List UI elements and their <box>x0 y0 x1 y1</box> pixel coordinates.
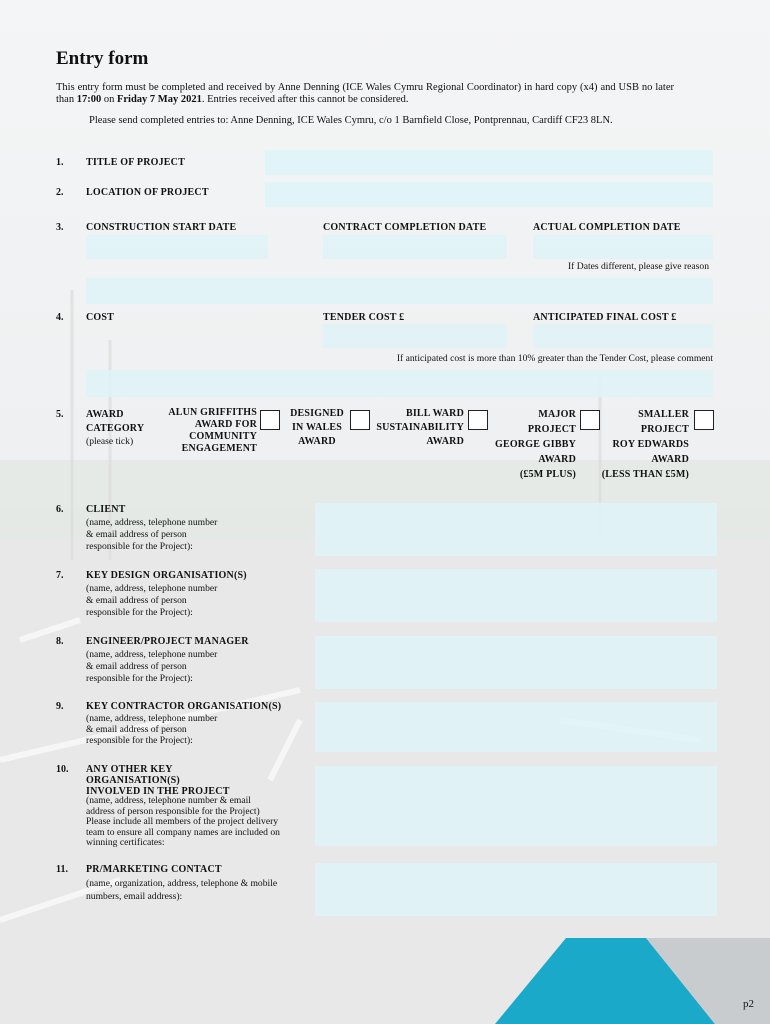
award-text-line: (£5M PLUS) <box>519 469 576 480</box>
construction-start-date-field[interactable] <box>86 235 268 259</box>
award-bill-ward <box>372 407 464 449</box>
award-text-line: SUSTAINABILITY <box>376 422 464 433</box>
q6-number: 6. <box>56 504 64 515</box>
award-text-line: DESIGNED <box>290 408 344 419</box>
q6-sub <box>86 517 217 553</box>
deadline-time: 17:00 <box>76 94 102 105</box>
q6-label: CLIENT <box>86 504 126 515</box>
tender-cost-field[interactable] <box>323 324 507 348</box>
award-text-line: ROY EDWARDS <box>612 439 689 450</box>
q2-number: 2. <box>56 187 64 198</box>
award-text-line: AWARD <box>651 454 689 465</box>
design-organisation-field[interactable] <box>315 569 717 622</box>
award-text-line: (LESS THAN £5M) <box>601 469 689 480</box>
sub-line: & email address of person <box>86 529 187 540</box>
q10-label <box>86 764 230 797</box>
q4-number: 4. <box>56 312 64 323</box>
q5-number: 5. <box>56 409 64 420</box>
award-text-line: PROJECT <box>527 424 576 435</box>
award-text-line: GEORGE GIBBY <box>494 439 576 450</box>
q1-number: 1. <box>56 157 64 168</box>
award-text-line: AWARD <box>538 454 576 465</box>
award-text-line: SMALLER <box>638 409 689 420</box>
alun-griffiths-checkbox[interactable] <box>260 410 280 430</box>
award-text-line: PROJECT <box>640 424 689 435</box>
tender-cost-label: TENDER COST £ <box>323 312 405 323</box>
sub-line: & email address of person <box>86 661 187 672</box>
award-text-line: AWARD <box>426 436 464 447</box>
award-smaller-project <box>596 407 689 482</box>
bill-ward-checkbox[interactable] <box>468 410 488 430</box>
q7-number: 7. <box>56 570 64 581</box>
contractor-organisation-field[interactable] <box>315 702 717 752</box>
dates-reason-note: If Dates different, please give reason <box>567 261 709 272</box>
award-major-project <box>488 407 576 482</box>
smaller-project-checkbox[interactable] <box>694 410 714 430</box>
sub-line: & email address of person <box>86 724 187 735</box>
q7-sub <box>86 583 217 619</box>
award-text-line: AWARD FOR <box>194 419 257 430</box>
q1-label: TITLE OF PROJECT <box>86 157 185 168</box>
award-designed-in-wales <box>285 407 349 449</box>
sub-line: team to ensure all company names are included on <box>86 826 280 838</box>
project-title-field[interactable] <box>265 150 713 175</box>
sub-line: (name, address, telephone number <box>86 583 218 594</box>
q3-number: 3. <box>56 222 64 233</box>
other-organisations-field[interactable] <box>315 766 717 846</box>
deadline-date: Friday 7 May 2021 <box>116 94 202 105</box>
q11-label: PR/MARKETING CONTACT <box>86 864 222 875</box>
q8-label: ENGINEER/PROJECT MANAGER <box>86 636 249 647</box>
sub-line: (name, organization, address, telephone & mobile <box>86 878 278 889</box>
contract-completion-label: CONTRACT COMPLETION DATE <box>323 222 487 233</box>
award-text-line: BILL WARD <box>405 408 464 419</box>
page-number: p2 <box>743 998 754 1010</box>
q8-number: 8. <box>56 636 64 647</box>
project-location-field[interactable] <box>265 182 713 207</box>
sub-line: Please include all members of the project delivery <box>86 816 279 827</box>
q7-label: KEY DESIGN ORGANISATION(S) <box>86 570 247 581</box>
intro-paragraph <box>56 82 674 106</box>
final-cost-label: ANTICIPATED FINAL COST £ <box>533 312 677 323</box>
award-text-line: COMMUNITY <box>189 431 257 442</box>
q2-label: LOCATION OF PROJECT <box>86 187 209 198</box>
cost-comment-field[interactable] <box>86 370 713 397</box>
award-label-3: (please tick) <box>86 436 134 447</box>
sub-line: responsible for the Project): <box>86 607 193 618</box>
award-text-line: IN WALES <box>291 422 343 433</box>
q9-number: 9. <box>56 701 64 712</box>
q10-sub <box>86 796 280 849</box>
q4-label: COST <box>86 312 115 323</box>
sub-line: (name, address, telephone number & email <box>86 795 251 806</box>
q11-sub <box>86 877 277 903</box>
actual-completion-date-field[interactable] <box>533 235 713 259</box>
sub-line: responsible for the Project): <box>86 541 193 552</box>
designed-in-wales-checkbox[interactable] <box>350 410 370 430</box>
award-text-line: MAJOR <box>538 409 576 420</box>
q11-number: 11. <box>56 864 68 875</box>
label-line: ANY OTHER KEY <box>86 764 173 775</box>
client-field[interactable] <box>315 503 717 556</box>
intro-on: on <box>103 94 115 105</box>
sub-line: numbers, email address): <box>86 891 183 902</box>
cost-comment-note: If anticipated cost is more than 10% greater than the Tender Cost, please comment <box>396 353 713 364</box>
final-cost-field[interactable] <box>533 324 713 348</box>
page-title: Entry form <box>56 48 149 69</box>
q9-label: KEY CONTRACTOR ORGANISATION(S) <box>86 701 282 712</box>
award-label-1: AWARD <box>86 409 124 420</box>
label-line: ORGANISATION(S) <box>86 775 180 786</box>
award-text-line: AWARD <box>298 436 336 447</box>
q8-sub <box>86 649 217 685</box>
sub-line: address of person responsible for the Project) <box>86 805 260 817</box>
sub-line: (name, address, telephone number <box>86 713 218 724</box>
pr-marketing-contact-field[interactable] <box>315 863 717 916</box>
dates-reason-field[interactable] <box>86 278 713 304</box>
sub-line: & email address of person <box>86 595 187 606</box>
award-text-line: ALUN GRIFFITHS <box>168 407 257 418</box>
q3-label: CONSTRUCTION START DATE <box>86 222 237 233</box>
engineer-manager-field[interactable] <box>315 636 717 689</box>
send-instructions: Please send completed entries to: Anne Denning, ICE Wales Cymru, c/o 1 Barnfield Close, Pontprennau, Cardiff CF23 8LN. <box>89 115 613 126</box>
award-alun-griffiths <box>160 407 257 455</box>
intro-tail: . Entries received after this cannot be considered. <box>201 94 409 105</box>
sub-line: responsible for the Project): <box>86 673 193 684</box>
sub-line: winning certificates: <box>86 837 165 848</box>
award-text-line: ENGAGEMENT <box>181 443 257 454</box>
q10-number: 10. <box>56 764 69 775</box>
sub-line: (name, address, telephone number <box>86 517 218 528</box>
actual-completion-label: ACTUAL COMPLETION DATE <box>533 222 681 233</box>
contract-completion-date-field[interactable] <box>323 235 507 259</box>
intro-text: This entry form must be completed and received by Anne Denning (ICE Wales Cymru Regional Coordinator) in hard copy (x4) and USB no later than <box>56 82 674 105</box>
q9-sub <box>86 713 217 746</box>
sub-line: (name, address, telephone number <box>86 649 218 660</box>
label-line: INVOLVED IN THE PROJECT <box>86 786 230 797</box>
award-label-2: CATEGORY <box>86 423 145 434</box>
sub-line: responsible for the Project): <box>86 735 193 746</box>
